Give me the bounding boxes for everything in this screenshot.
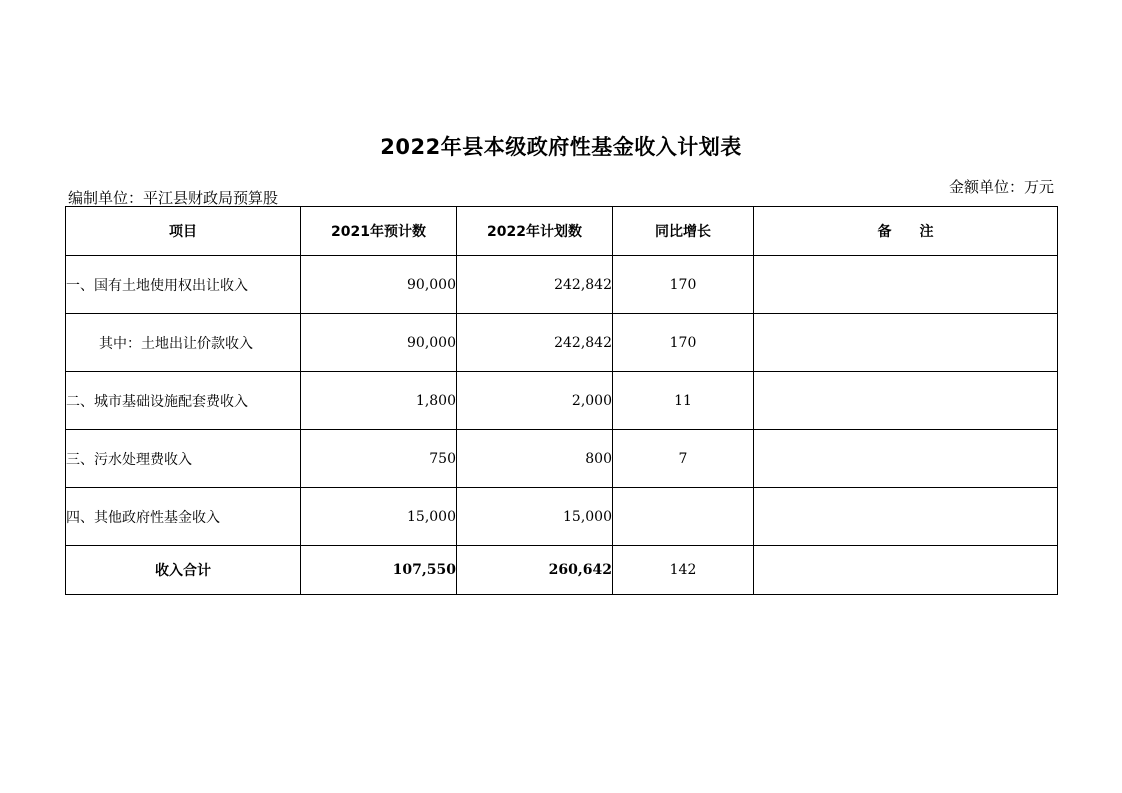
row-plan-2022: 242,842 xyxy=(457,256,613,314)
row-remark xyxy=(754,256,1058,314)
row-estimate-2021: 90,000 xyxy=(301,314,457,372)
row-estimate-2021: 750 xyxy=(301,430,457,488)
total-growth: 142 xyxy=(613,546,754,595)
table-row xyxy=(66,256,1058,314)
total-name: 收入合计 xyxy=(66,546,301,595)
row-name: 三、污水处理费收入 xyxy=(66,430,301,488)
row-estimate-2021: 1,800 xyxy=(301,372,457,430)
header-item: 项目 xyxy=(66,207,301,256)
table-row xyxy=(66,314,1058,372)
row-remark xyxy=(754,314,1058,372)
row-name: 其中：土地出让价款收入 xyxy=(66,314,301,372)
row-growth: 170 xyxy=(613,256,754,314)
row-name: 二、城市基础设施配套费收入 xyxy=(66,372,301,430)
table-header-row xyxy=(66,207,1058,256)
row-plan-2022: 242,842 xyxy=(457,314,613,372)
header-growth: 同比增长 xyxy=(613,207,754,256)
row-estimate-2021: 15,000 xyxy=(301,488,457,546)
row-plan-2022: 15,000 xyxy=(457,488,613,546)
row-growth xyxy=(613,488,754,546)
row-remark xyxy=(754,372,1058,430)
row-estimate-2021: 90,000 xyxy=(301,256,457,314)
header-plan-2022: 2022年计划数 xyxy=(457,207,613,256)
table-row xyxy=(66,372,1058,430)
row-remark xyxy=(754,430,1058,488)
total-plan-2022: 260,642 xyxy=(457,546,613,595)
row-name: 一、国有土地使用权出让收入 xyxy=(66,256,301,314)
row-remark xyxy=(754,488,1058,546)
row-growth: 11 xyxy=(613,372,754,430)
table-row xyxy=(66,430,1058,488)
total-row xyxy=(66,546,1058,595)
row-growth: 170 xyxy=(613,314,754,372)
row-name: 四、其他政府性基金收入 xyxy=(66,488,301,546)
total-remark xyxy=(754,546,1058,595)
compiler-label: 编制单位：平江县财政局预算股 xyxy=(68,189,279,207)
table-row xyxy=(66,488,1058,546)
header-remark: 备 注 xyxy=(754,207,1058,256)
total-estimate-2021: 107,550 xyxy=(301,546,457,595)
amount-unit-label: 金额单位：万元 xyxy=(948,178,1054,196)
revenue-plan-table xyxy=(65,206,1058,595)
row-growth: 7 xyxy=(613,430,754,488)
row-plan-2022: 2,000 xyxy=(457,372,613,430)
page-title: 2022年县本级政府性基金收入计划表 xyxy=(380,135,742,159)
row-plan-2022: 800 xyxy=(457,430,613,488)
header-estimate-2021: 2021年预计数 xyxy=(301,207,457,256)
